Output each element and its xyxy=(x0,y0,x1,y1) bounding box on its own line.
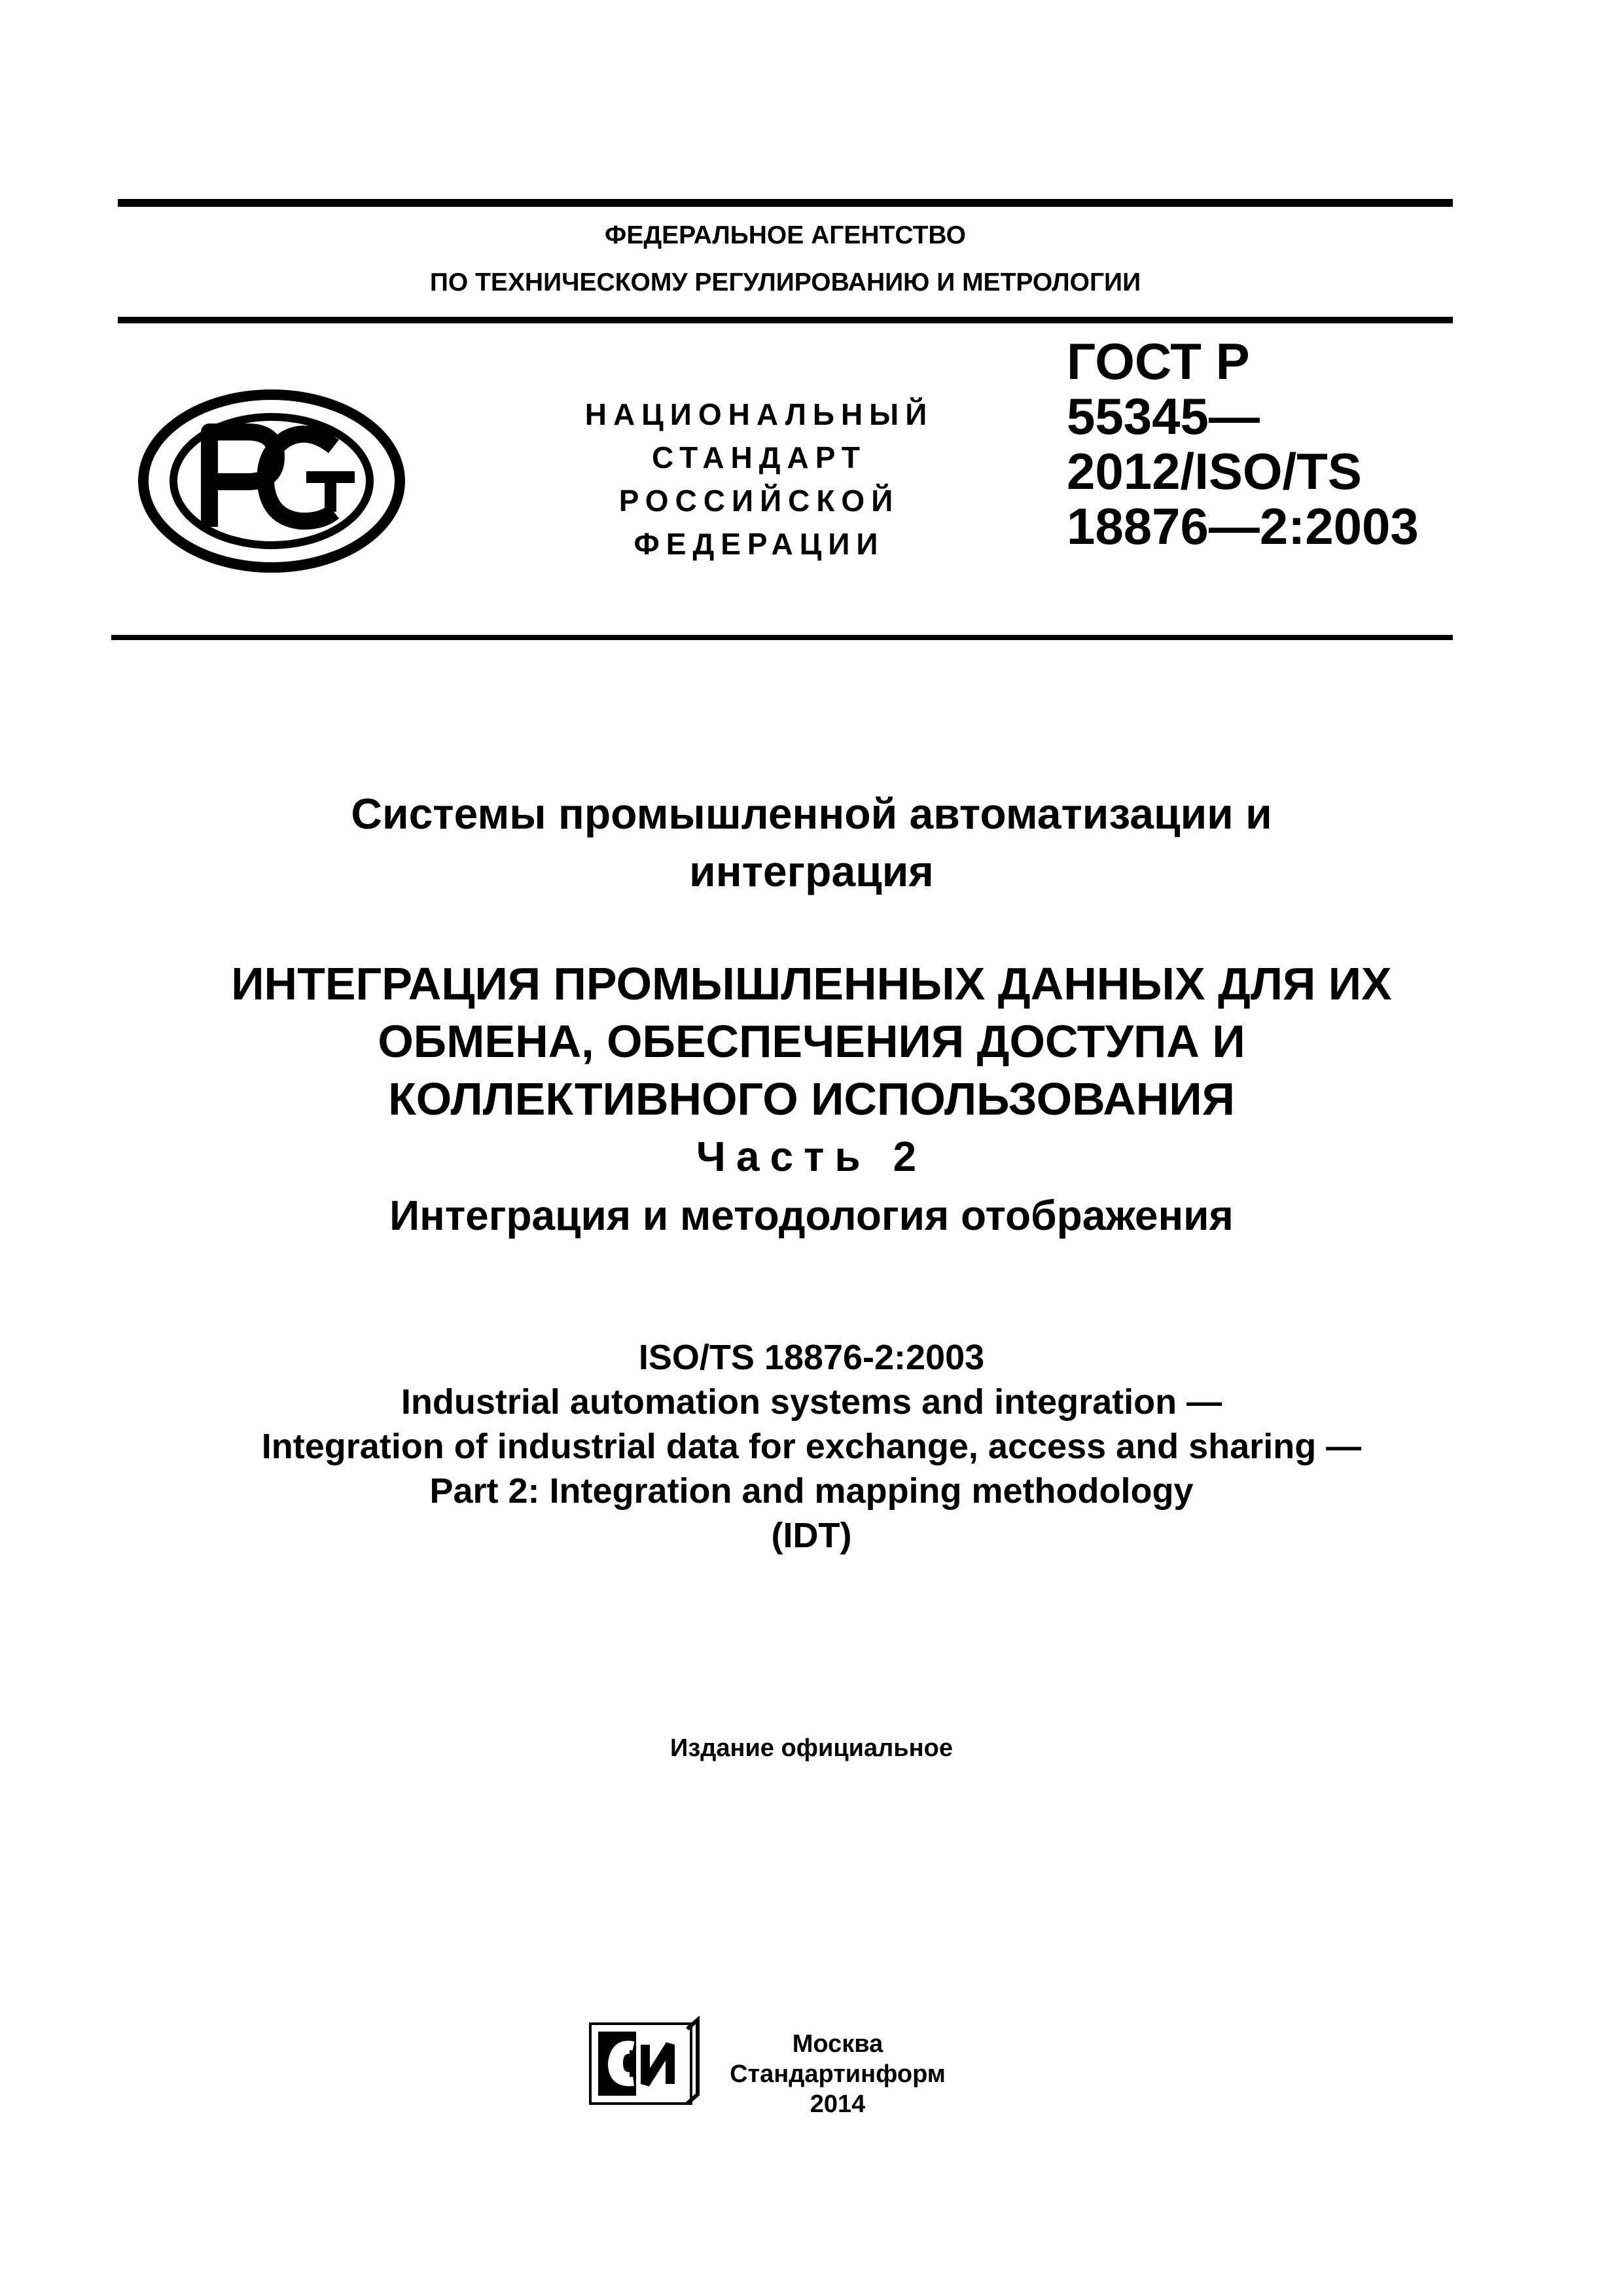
iso-title-line-2: Integration of industrial data for exchange, access and sharing — xyxy=(261,1427,1362,1466)
standard-designation xyxy=(1067,334,1459,554)
standartinform-logo xyxy=(589,2016,700,2108)
publisher-year: 2014 xyxy=(810,2090,866,2118)
designation-line-2: 55345— xyxy=(1067,387,1260,445)
header-bottom-rule xyxy=(118,317,1453,323)
agency-line-2: ПО ТЕХНИЧЕСКОМУ РЕГУЛИРОВАНИЮ И МЕТРОЛОГИИ xyxy=(429,268,1141,296)
main-title-line-1: ИНТЕГРАЦИЯ ПРОМЫШЛЕННЫХ ДАННЫХ ДЛЯ ИХ xyxy=(231,958,1392,1009)
designation-line-1: ГОСТ Р xyxy=(1067,332,1250,390)
publisher-block xyxy=(707,2029,969,2119)
rst-logo xyxy=(137,386,406,576)
rst-logo-icon xyxy=(137,386,406,576)
edition-label: Издание официальное xyxy=(670,1734,953,1762)
publisher-city: Москва xyxy=(792,2030,883,2058)
block-bottom-rule xyxy=(111,635,1453,640)
publisher-name: Стандартинформ xyxy=(730,2060,946,2088)
designation-line-3: 2012/ISO/TS xyxy=(1067,442,1362,500)
equivalence-degree: (IDT) xyxy=(771,1516,852,1555)
national-standard-line-1: НАЦИОНАЛЬНЫЙ xyxy=(584,397,934,431)
part-number: Часть 2 xyxy=(696,1133,927,1180)
general-title-line-1: Системы промышленной автоматизации и xyxy=(351,789,1272,838)
general-title-line-2: интеграция xyxy=(689,847,934,895)
designation-line-4: 18876—2:2003 xyxy=(1067,497,1419,555)
top-rule xyxy=(118,199,1453,207)
national-standard-line-3: РОССИЙСКОЙ xyxy=(618,484,900,518)
national-standard-label xyxy=(563,393,955,565)
part-title: Интеграция и методология отображения xyxy=(389,1192,1234,1239)
national-standard-line-4: ФЕДЕРАЦИИ xyxy=(633,527,885,561)
agency-line-1: ФЕДЕРАЛЬНОЕ АГЕНТСТВО xyxy=(605,221,966,249)
national-standard-line-2: СТАНДАРТ xyxy=(652,440,866,475)
iso-title-line-1: Industrial automation systems and integration — xyxy=(401,1382,1222,1422)
standartinform-logo-icon xyxy=(589,2016,700,2108)
iso-title-line-3: Part 2: Integration and mapping methodology xyxy=(429,1471,1194,1511)
main-title-line-2: ОБМЕНА, ОБЕСПЕЧЕНИЯ ДОСТУПА И xyxy=(378,1016,1245,1067)
main-title-line-3: КОЛЛЕКТИВНОГО ИСПОЛЬЗОВАНИЯ xyxy=(388,1073,1235,1124)
iso-code: ISO/TS 18876-2:2003 xyxy=(638,1338,985,1377)
